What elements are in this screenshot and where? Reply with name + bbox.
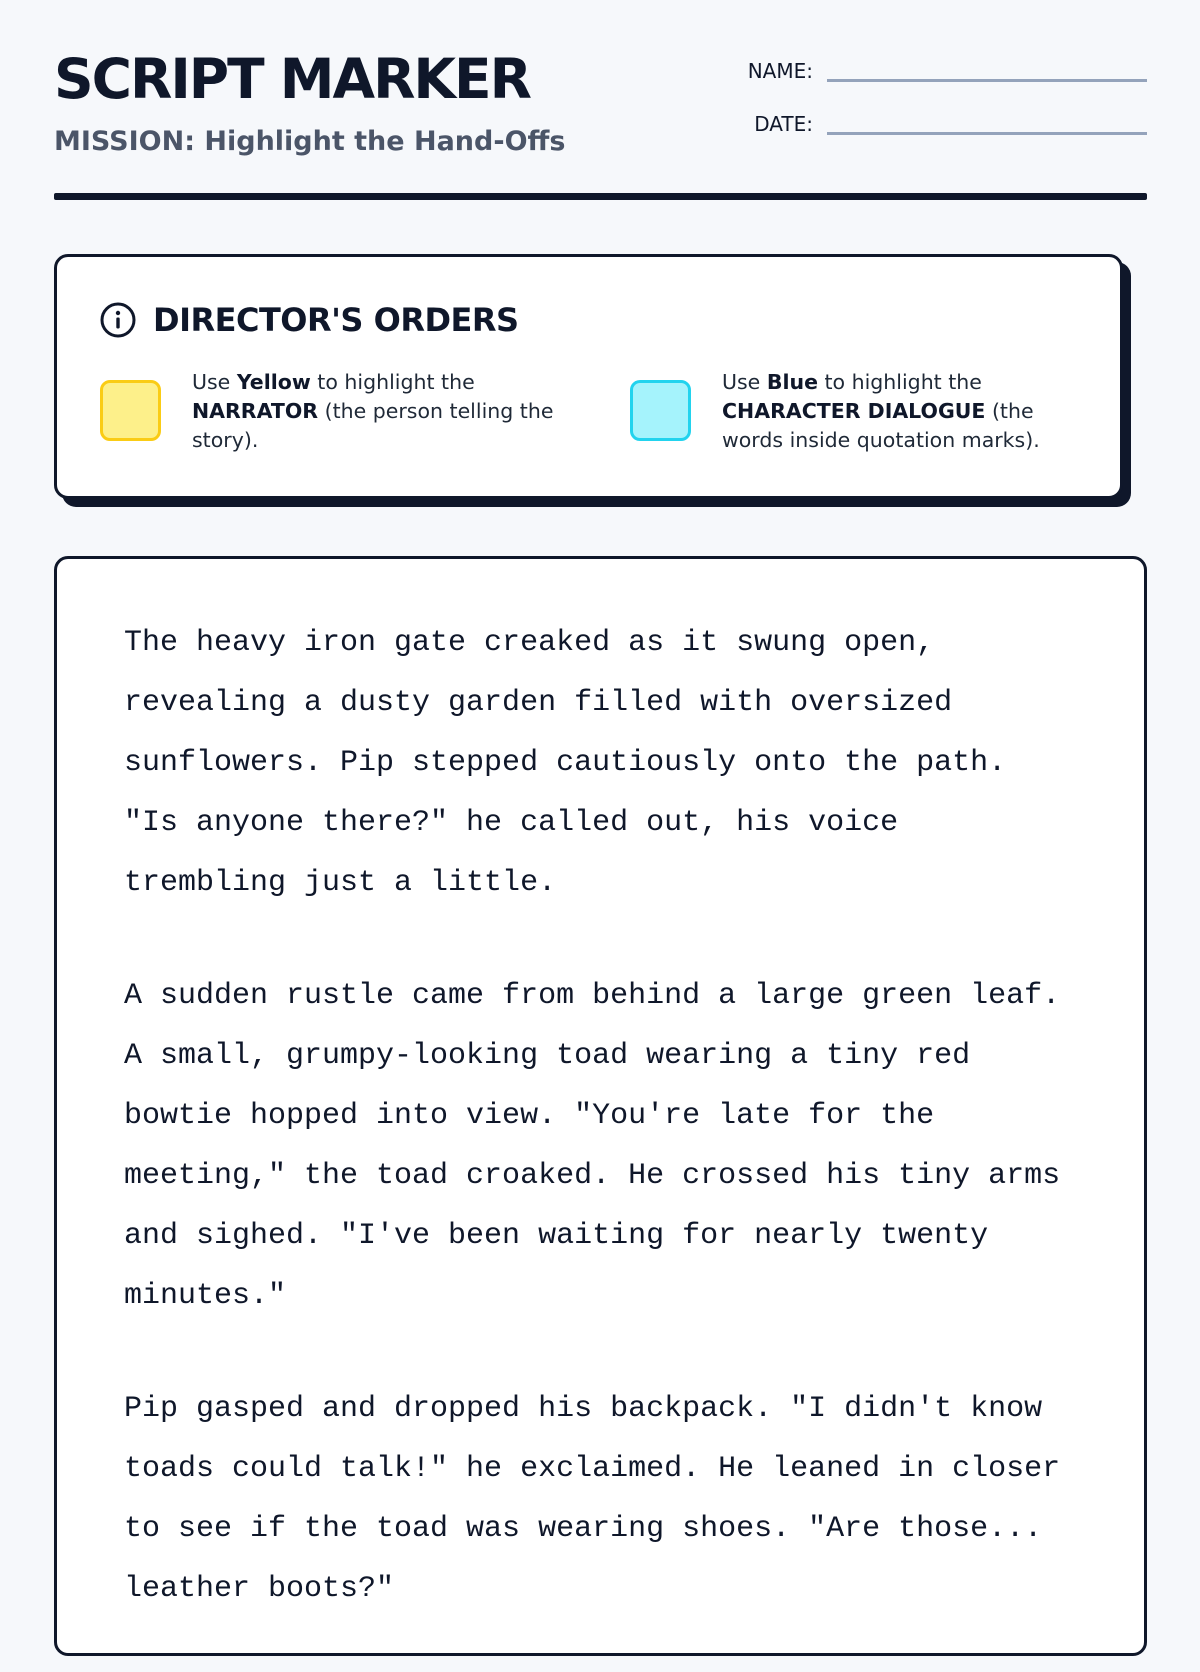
story-box [54, 556, 1147, 1656]
legend-rest: (the person telling the story). [192, 399, 554, 452]
story-line: A sudden rustle came from behind a large green leaf. [124, 979, 1061, 1013]
story-line: minutes." [124, 1279, 287, 1313]
worksheet-page [54, 0, 1147, 1606]
orders-title: DIRECTOR'S ORDERS [153, 301, 519, 339]
name-label: NAME: [747, 59, 813, 83]
story-line: bowtie hopped into view. "You're late for the [124, 1099, 935, 1133]
legend-rest: (the words inside quotation marks). [722, 399, 1040, 452]
legend-use: Use [192, 370, 237, 394]
legend-target: CHARACTER DIALOGUE [722, 399, 986, 423]
story-line: and sighed. "I've been waiting for nearly twenty [124, 1219, 989, 1253]
story-line: meeting," the toad croaked. He crossed his tiny arms [124, 1159, 1061, 1193]
header-divider [54, 193, 1147, 200]
legend-dialogue [630, 368, 1092, 455]
name-field [717, 58, 1147, 84]
legend-mid: to highlight the [310, 370, 475, 394]
legend-target: NARRATOR [192, 399, 319, 423]
blue-swatch [630, 380, 691, 441]
mission-subtitle: MISSION: Highlight the Hand-Offs [54, 126, 566, 157]
legend-narrator-text [192, 368, 562, 455]
story-line: revealing a dusty garden filled with oversized [124, 686, 953, 720]
story-paragraph [124, 1379, 1114, 1619]
page-title: SCRIPT MARKER [54, 47, 530, 111]
yellow-swatch [100, 380, 161, 441]
story-line: "Is anyone there?" he called out, his voice [124, 806, 899, 840]
legend-color-word: Yellow [236, 370, 311, 394]
legend-use: Use [722, 370, 767, 394]
info-icon [100, 302, 136, 338]
name-blank-line[interactable] [827, 79, 1147, 82]
story-line: leather boots?" [124, 1572, 395, 1606]
directors-orders-box [54, 254, 1123, 499]
date-blank-line[interactable] [827, 132, 1147, 135]
story-line: toads could talk!" he exclaimed. He leaned in closer [124, 1452, 1061, 1486]
story-paragraph [124, 966, 1114, 1326]
story-line: sunflowers. Pip stepped cautiously onto the path. [124, 746, 1007, 780]
legend-dialogue-text [722, 368, 1092, 455]
story-line: A small, grumpy-looking toad wearing a tiny red [124, 1039, 971, 1073]
date-label: DATE: [754, 112, 813, 136]
story-line: The heavy iron gate creaked as it swung open, [124, 626, 935, 660]
story-line: to see if the toad was wearing shoes. "Are those... [124, 1512, 1043, 1546]
legend-narrator [100, 368, 562, 455]
story-text[interactable] [124, 613, 1114, 1672]
story-line: Pip gasped and dropped his backpack. "I didn't know [124, 1392, 1043, 1426]
legend-color-word: Blue [766, 370, 818, 394]
date-field [717, 111, 1147, 137]
story-paragraph [124, 613, 1114, 913]
orders-header [100, 301, 519, 339]
story-line: trembling just a little. [124, 866, 557, 900]
legend-mid: to highlight the [817, 370, 982, 394]
